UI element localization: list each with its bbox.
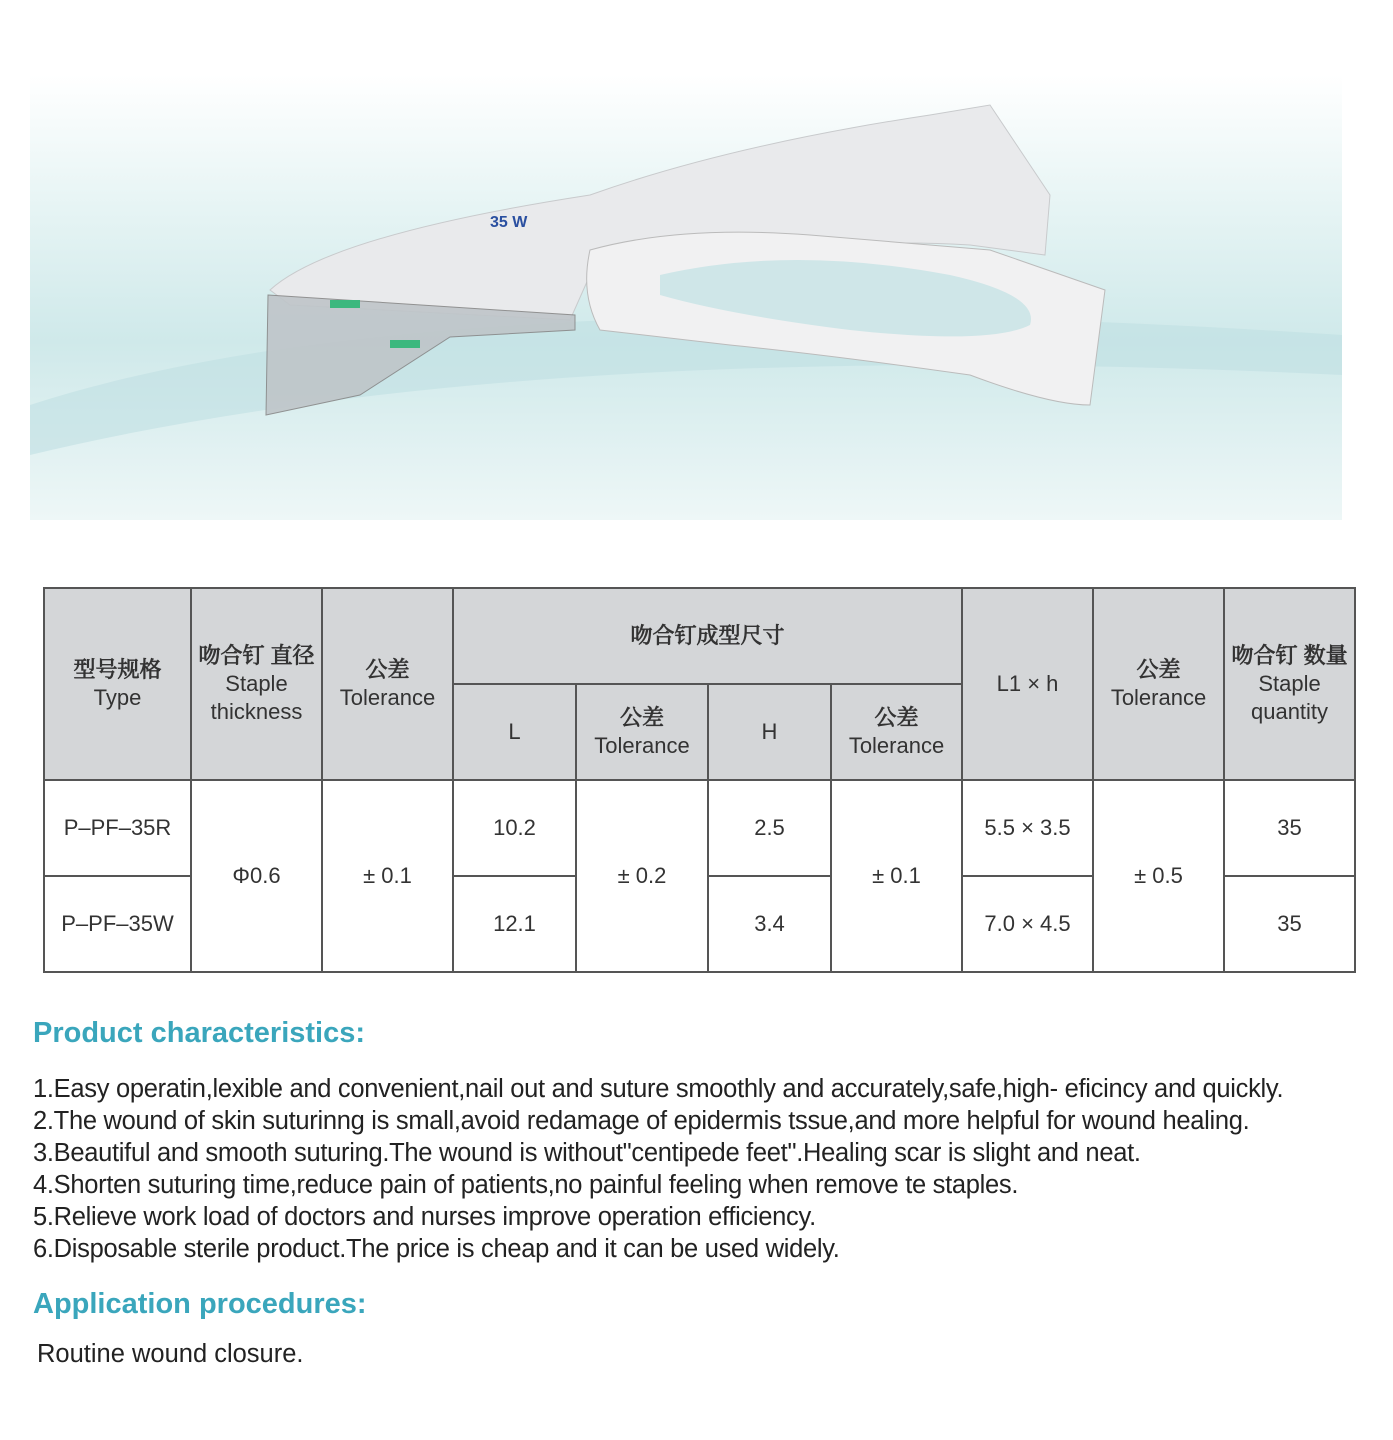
application-heading: Application procedures: (33, 1288, 367, 1320)
cell-type: P–PF–35R (44, 780, 191, 876)
header-formed-size: 吻合钉成型尺寸 (453, 588, 962, 684)
header-l1h: L1 × h (962, 588, 1093, 780)
cell-l: 10.2 (453, 780, 576, 876)
stapler-marking: 35 W (490, 214, 528, 231)
characteristics-list (33, 1073, 1283, 1265)
header-l: L (453, 684, 576, 780)
header-thickness: 吻合钉 直径 Staple thickness (191, 588, 322, 780)
list-item: 4.Shorten suturing time,reduce pain of patients,no painful feeling when remove te staples. (33, 1171, 1019, 1199)
product-image-banner (30, 75, 1342, 520)
application-text: Routine wound closure. (37, 1340, 304, 1368)
table-row (44, 780, 1355, 876)
list-item: 1.Easy operatin,lexible and convenient,nail out and suture smoothly and accurately,safe,high- eficincy and quickly. (33, 1075, 1284, 1103)
list-item: 6.Disposable sterile product.The price is cheap and it can be used widely. (33, 1235, 840, 1263)
list-item: 3.Beautiful and smooth suturing.The wound is without"centipede feet".Healing scar is slight and neat. (33, 1139, 1141, 1167)
characteristics-heading: Product characteristics: (33, 1017, 366, 1049)
cell-thickness: Φ0.6 (191, 780, 322, 972)
cell-l1h: 5.5 × 3.5 (962, 780, 1093, 876)
header-h: H (708, 684, 831, 780)
header-quantity: 吻合钉 数量 Staple quantity (1224, 588, 1355, 780)
skin-stapler-image (30, 75, 1342, 520)
cell-l1h: 7.0 × 4.5 (962, 876, 1093, 972)
cell-quantity: 35 (1224, 876, 1355, 972)
cell-tolerance-l: ± 0.2 (576, 780, 708, 972)
header-tolerance: 公差 Tolerance (322, 588, 453, 780)
header-tolerance-2: 公差 Tolerance (1093, 588, 1224, 780)
cell-tolerance: ± 0.1 (322, 780, 453, 972)
cell-type: P–PF–35W (44, 876, 191, 972)
cell-tolerance-2: ± 0.5 (1093, 780, 1224, 972)
specification-table (43, 587, 1356, 973)
cell-tolerance-h: ± 0.1 (831, 780, 962, 972)
header-type: 型号规格 Type (44, 588, 191, 780)
list-item: 5.Relieve work load of doctors and nurses improve operation efficiency. (33, 1203, 816, 1231)
cell-l: 12.1 (453, 876, 576, 972)
cell-quantity: 35 (1224, 780, 1355, 876)
cell-h: 3.4 (708, 876, 831, 972)
header-tolerance-l: 公差 Tolerance (576, 684, 708, 780)
cell-h: 2.5 (708, 780, 831, 876)
list-item: 2.The wound of skin suturinng is small,avoid redamage of epidermis tssue,and more helpful for wound healing. (33, 1107, 1250, 1135)
header-tolerance-h: 公差 Tolerance (831, 684, 962, 780)
